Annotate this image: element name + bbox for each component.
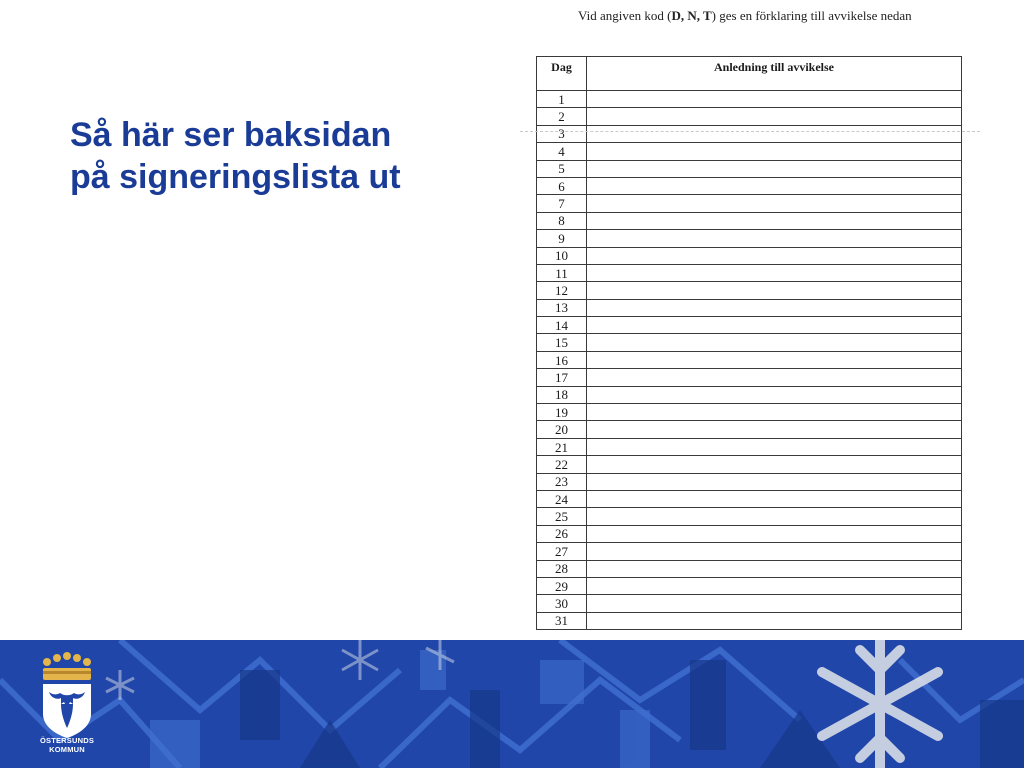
day-cell: 30 (537, 595, 587, 612)
table-row (537, 525, 962, 542)
day-cell: 17 (537, 369, 587, 386)
day-cell: 28 (537, 560, 587, 577)
day-cell: 9 (537, 230, 587, 247)
moose-shield-icon (43, 684, 91, 738)
reason-cell (587, 438, 962, 455)
table-header-row (537, 57, 962, 91)
table-row (537, 508, 962, 525)
day-cell: 4 (537, 143, 587, 160)
reason-cell (587, 404, 962, 421)
table-row (537, 473, 962, 490)
table-row (537, 160, 962, 177)
day-cell: 21 (537, 438, 587, 455)
day-cell: 23 (537, 473, 587, 490)
day-cell: 20 (537, 421, 587, 438)
day-cell: 24 (537, 490, 587, 507)
reason-cell (587, 351, 962, 368)
reason-cell (587, 264, 962, 281)
day-cell: 1 (537, 91, 587, 108)
day-cell: 22 (537, 456, 587, 473)
day-cell: 27 (537, 543, 587, 560)
form-instruction (578, 8, 912, 24)
scanned-form (520, 0, 980, 635)
reason-cell (587, 143, 962, 160)
day-cell: 13 (537, 299, 587, 316)
table-row (537, 143, 962, 160)
day-cell: 15 (537, 334, 587, 351)
table-row (537, 230, 962, 247)
day-cell: 18 (537, 386, 587, 403)
table-row (537, 438, 962, 455)
day-cell: 14 (537, 317, 587, 334)
reason-cell (587, 473, 962, 490)
table-row (537, 247, 962, 264)
reason-cell (587, 212, 962, 229)
instruction-prefix: Vid angiven kod ( (578, 8, 672, 23)
table-row (537, 108, 962, 125)
footer-band (0, 640, 1024, 768)
day-cell: 2 (537, 108, 587, 125)
day-cell: 5 (537, 160, 587, 177)
reason-cell (587, 160, 962, 177)
deviation-table (536, 56, 962, 630)
slide-title-line-2: på signeringslista ut (70, 158, 401, 196)
reason-cell (587, 230, 962, 247)
day-cell: 11 (537, 264, 587, 281)
table-row (537, 490, 962, 507)
table-row (537, 577, 962, 594)
column-header-reason: Anledning till avvikelse (587, 57, 962, 91)
day-cell: 7 (537, 195, 587, 212)
day-cell: 6 (537, 177, 587, 194)
table-row (537, 317, 962, 334)
logo-text (34, 736, 100, 754)
table-row (537, 177, 962, 194)
day-cell: 31 (537, 612, 587, 629)
day-cell: 3 (537, 125, 587, 142)
scan-artifact-line (520, 131, 980, 132)
logo-text-line-2: KOMMUN (49, 745, 85, 754)
reason-cell (587, 525, 962, 542)
snowflake-icon (822, 640, 938, 768)
reason-cell (587, 612, 962, 629)
slide-title (70, 114, 500, 198)
table-row (537, 595, 962, 612)
table-row (537, 404, 962, 421)
table-row (537, 91, 962, 108)
reason-cell (587, 456, 962, 473)
table-row (537, 212, 962, 229)
day-cell: 19 (537, 404, 587, 421)
table-row (537, 125, 962, 142)
table-row (537, 351, 962, 368)
instruction-codes: D, N, T (671, 8, 712, 23)
reason-cell (587, 577, 962, 594)
slide-title-line-1: Så här ser baksidan (70, 116, 392, 154)
day-cell: 29 (537, 577, 587, 594)
reason-cell (587, 108, 962, 125)
table-row (537, 386, 962, 403)
reason-cell (587, 386, 962, 403)
reason-cell (587, 543, 962, 560)
reason-cell (587, 282, 962, 299)
table-row (537, 560, 962, 577)
table-row (537, 421, 962, 438)
table-row (537, 543, 962, 560)
reason-cell (587, 334, 962, 351)
day-cell: 8 (537, 212, 587, 229)
table-row (537, 612, 962, 629)
day-cell: 25 (537, 508, 587, 525)
day-cell: 10 (537, 247, 587, 264)
reason-cell (587, 125, 962, 142)
reason-cell (587, 595, 962, 612)
day-cell: 12 (537, 282, 587, 299)
table-row (537, 282, 962, 299)
crown-icon (43, 652, 91, 680)
logo-text-line-1: ÖSTERSUNDS (39, 736, 95, 745)
reason-cell (587, 247, 962, 264)
table-row (537, 264, 962, 281)
column-header-day: Dag (537, 57, 587, 91)
reason-cell (587, 317, 962, 334)
table-row (537, 456, 962, 473)
day-cell: 26 (537, 525, 587, 542)
reason-cell (587, 369, 962, 386)
instruction-suffix: ) ges en förklaring till avvikelse nedan (711, 8, 912, 23)
reason-cell (587, 490, 962, 507)
table-row (537, 369, 962, 386)
table-row (537, 195, 962, 212)
reason-cell (587, 508, 962, 525)
reason-cell (587, 195, 962, 212)
table-body (537, 91, 962, 630)
day-cell: 16 (537, 351, 587, 368)
reason-cell (587, 421, 962, 438)
reason-cell (587, 177, 962, 194)
reason-cell (587, 91, 962, 108)
reason-cell (587, 560, 962, 577)
footer-pattern (0, 640, 1024, 768)
reason-cell (587, 299, 962, 316)
table-row (537, 299, 962, 316)
table-row (537, 334, 962, 351)
